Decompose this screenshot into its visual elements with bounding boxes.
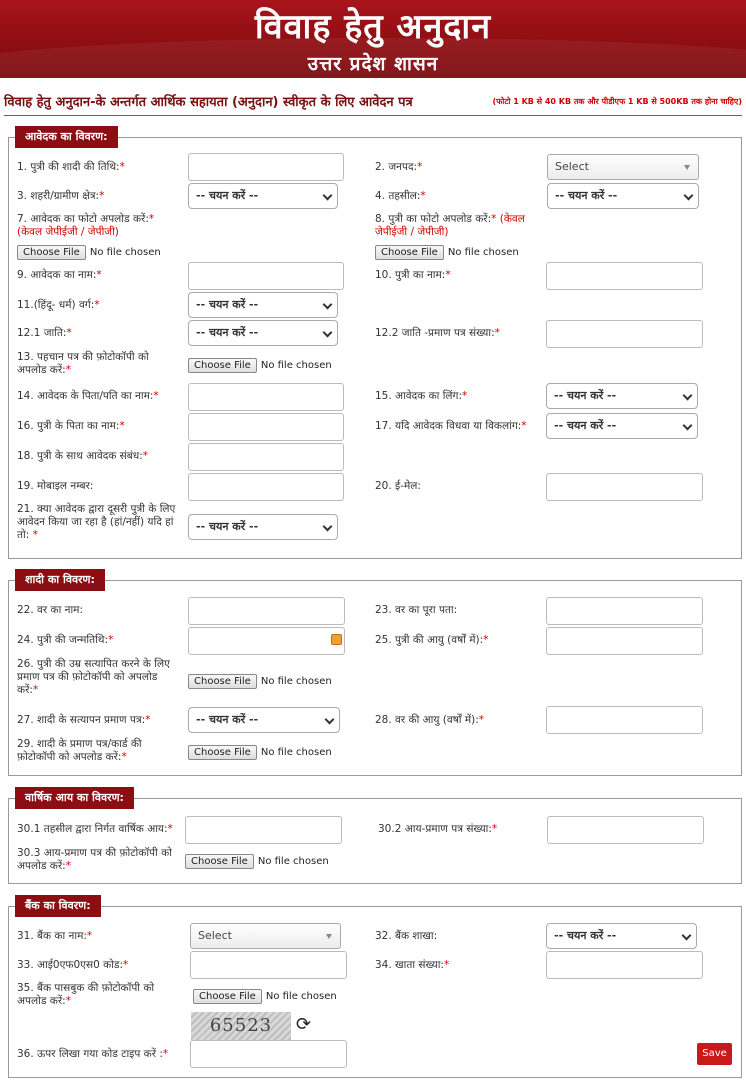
widow-disabled-select[interactable]: -- चयन करें -- [546, 413, 698, 439]
mobile-label: 19. मोबाइल नम्बर: [17, 480, 94, 492]
marriage-legend: शादी का विवरण: [15, 569, 105, 591]
choose-file-button[interactable]: Choose File [185, 854, 254, 869]
email-input[interactable] [546, 473, 703, 501]
chevron-down-icon [323, 522, 333, 532]
caste-select[interactable]: -- चयन करें -- [188, 320, 338, 346]
income-certificate-input[interactable] [547, 816, 704, 844]
marriage-verification-select[interactable]: -- चयन करें -- [188, 707, 340, 733]
area-type-select[interactable]: -- चयन करें -- [188, 183, 338, 209]
applicant-photo-label: 7. आवेदक का फोटो अपलोड करें:* (केवल जेपीईजी / जेपीजी) [17, 213, 155, 238]
second-daughter-label: 21. क्या आवेदक द्वारा दूसरी पुत्री के लिए आवेदन किया जा रहा है (हां/नहीं) यदि हां तो: * [17, 503, 176, 541]
daughter-dob-input[interactable] [188, 627, 345, 655]
marriage-card-file[interactable]: Choose File No file chosen [188, 745, 332, 761]
district-label: 2. जनपद:* [375, 161, 423, 173]
father-husband-name-input[interactable] [188, 383, 344, 411]
caste-label: 12.1 जाति:* [17, 327, 72, 339]
choose-file-button[interactable]: Choose File [188, 745, 257, 760]
choose-file-button[interactable]: Choose File [193, 989, 262, 1004]
relation-label: 18. पुत्री के साथ आवेदक संबंध:* [17, 450, 149, 462]
annual-income-label: 30.1 तहसील द्वारा निर्गत वार्षिक आय:* [17, 823, 173, 835]
income-proof-label: 30.3 आय-प्रमाण पत्र की फ़ोटोकॉपी को अपलोड करें:* [17, 847, 172, 872]
marriage-verification-label: 27. शादी के सत्यापन प्रमाण पत्र:* [17, 714, 151, 726]
ifsc-input[interactable] [190, 951, 347, 979]
choose-file-button[interactable]: Choose File [17, 245, 86, 260]
bank-branch-select[interactable]: -- चयन करें -- [546, 923, 697, 949]
chevron-down-icon [684, 165, 690, 170]
bank-name-select[interactable]: Select [190, 923, 341, 949]
gender-select[interactable]: -- चयन करें -- [546, 383, 698, 409]
applicant-name-input[interactable] [188, 262, 344, 290]
daughter-age-input[interactable] [546, 627, 703, 655]
email-label: 20. ई-मेल: [375, 480, 421, 492]
calendar-icon[interactable] [331, 634, 342, 645]
choose-file-button[interactable]: Choose File [375, 245, 444, 260]
area-type-label: 3. शहरी/ग्रामीण क्षेत्र:* [17, 190, 105, 202]
daughter-dob-label: 24. पुत्री की जन्मतिथि:* [17, 634, 114, 646]
income-certificate-label: 30.2 आय-प्रमाण पत्र संख्या:* [378, 823, 498, 835]
groom-name-input[interactable] [188, 597, 345, 625]
category-select[interactable]: -- चयन करें -- [188, 292, 338, 318]
groom-age-input[interactable] [546, 706, 703, 734]
category-label: 11.(हिंदू- धर्म) वर्ग:* [17, 299, 100, 311]
caste-certificate-input[interactable] [546, 320, 703, 348]
choose-file-button[interactable]: Choose File [188, 358, 257, 373]
daughter-photo-file[interactable]: Choose File No file chosen [375, 245, 519, 261]
captcha-input[interactable] [190, 1040, 347, 1068]
district-select[interactable]: Select [547, 154, 699, 180]
chevron-down-icon [323, 328, 333, 338]
annual-income-input[interactable] [185, 816, 342, 844]
refresh-icon[interactable]: ⟳ [296, 1014, 312, 1035]
marriage-card-label: 29. शादी के प्रमाण पत्र/कार्ड की फ़ोटोकॉपी को अपलोड करें:* [17, 738, 142, 763]
save-button[interactable]: Save [697, 1043, 732, 1065]
father-husband-name-label: 14. आवेदक के पिता/पति का नाम:* [17, 390, 159, 402]
captcha-input-label: 36. ऊपर लिखा गया कोड टाइप करें :* [17, 1048, 169, 1060]
daughter-marriage-date-input[interactable] [188, 153, 344, 181]
relation-input[interactable] [188, 443, 344, 471]
daughter-marriage-date-label: 1. पुत्री की शादी की तिथि:* [17, 161, 125, 173]
passbook-file[interactable]: Choose File No file chosen [193, 989, 337, 1005]
bank-name-label: 31. बैंक का नाम:* [17, 930, 93, 942]
bank-legend: बैंक का विवरण: [15, 895, 101, 917]
daughter-age-label: 25. पुत्री की आयु (वर्षों में):* [375, 634, 489, 646]
chevron-down-icon [326, 934, 332, 939]
chevron-down-icon [325, 715, 335, 725]
chevron-down-icon [683, 391, 693, 401]
widow-disabled-label: 17. यदि आवेदक विधवा या विकलांग:* [375, 420, 527, 432]
groom-address-input[interactable] [546, 597, 703, 625]
daughter-name-label: 10. पुत्री का नाम:* [375, 269, 451, 281]
header-banner [0, 0, 746, 78]
banner-subtitle: उत्तर प्रदेश शासन [307, 53, 439, 75]
gender-label: 15. आवेदक का लिंग:* [375, 390, 468, 402]
chevron-down-icon [682, 931, 692, 941]
age-proof-file[interactable]: Choose File No file chosen [188, 674, 332, 690]
groom-age-label: 28. वर की आयु (वर्षों में):* [375, 714, 485, 726]
form-title: विवाह हेतु अनुदान-के अन्तर्गत आर्थिक सहायता (अनुदान) स्वीकृत के लिए आवेदन पत्र [4, 95, 413, 110]
applicant-name-label: 9. आवेदक का नाम:* [17, 269, 102, 281]
age-proof-label: 26. पुत्री की उम्र सत्यापित करने के लिए प्रमाण पत्र की फ़ोटोकॉपी को अपलोड करें:* [17, 658, 170, 696]
chevron-down-icon [683, 421, 693, 431]
income-proof-file[interactable]: Choose File No file chosen [185, 854, 329, 870]
choose-file-button[interactable]: Choose File [188, 674, 257, 689]
account-number-label: 34. खाता संख्या:* [375, 959, 450, 971]
daughter-father-name-input[interactable] [188, 413, 344, 441]
chevron-down-icon [684, 191, 694, 201]
form-heading [4, 88, 742, 116]
income-legend: वार्षिक आय का विवरण: [15, 787, 134, 809]
groom-address-label: 23. वर का पूरा पता: [375, 604, 458, 616]
passbook-label: 35. बैंक पासबुक की फ़ोटोकॉपी को अपलोड करें:* [17, 982, 155, 1007]
upload-size-note: (फोटो 1 KB से 40 KB तक और पीडीएफ 1 KB से 500KB तक होना चाहिए) [492, 97, 742, 106]
chevron-down-icon [323, 191, 333, 201]
applicant-legend: आवेदक का विवरण: [15, 126, 118, 148]
caste-certificate-label: 12.2 जाति -प्रमाण पत्र संख्या:* [375, 327, 500, 339]
mobile-input[interactable] [188, 473, 344, 501]
second-daughter-select[interactable]: -- चयन करें -- [188, 514, 338, 540]
ifsc-label: 33. आई0एफ0एस0 कोड:* [17, 959, 129, 971]
groom-name-label: 22. वर का नाम: [17, 604, 83, 616]
tehsil-select[interactable]: -- चयन करें -- [547, 183, 699, 209]
captcha-image: 65523 [191, 1012, 291, 1040]
bank-branch-label: 32. बैंक शाखा: [375, 930, 438, 942]
daughter-photo-label: 8. पुत्री का फोटो अपलोड करें:* (केवल जेपीईजी / जेपीजी) [375, 213, 525, 238]
tehsil-label: 4. तहसील:* [375, 190, 426, 202]
id-proof-label: 13. पहचान पत्र की फ़ोटोकॉपी को अपलोड करें:* [17, 351, 149, 376]
id-proof-file[interactable]: Choose File No file chosen [188, 358, 332, 374]
account-number-input[interactable] [546, 951, 703, 979]
daughter-name-input[interactable] [546, 262, 703, 290]
applicant-photo-file[interactable]: Choose File No file chosen [17, 245, 161, 261]
chevron-down-icon [323, 300, 333, 310]
daughter-father-name-label: 16. पुत्री के पिता का नाम:* [17, 420, 125, 432]
banner-title: विवाह हेतु अनुदान [254, 7, 492, 47]
